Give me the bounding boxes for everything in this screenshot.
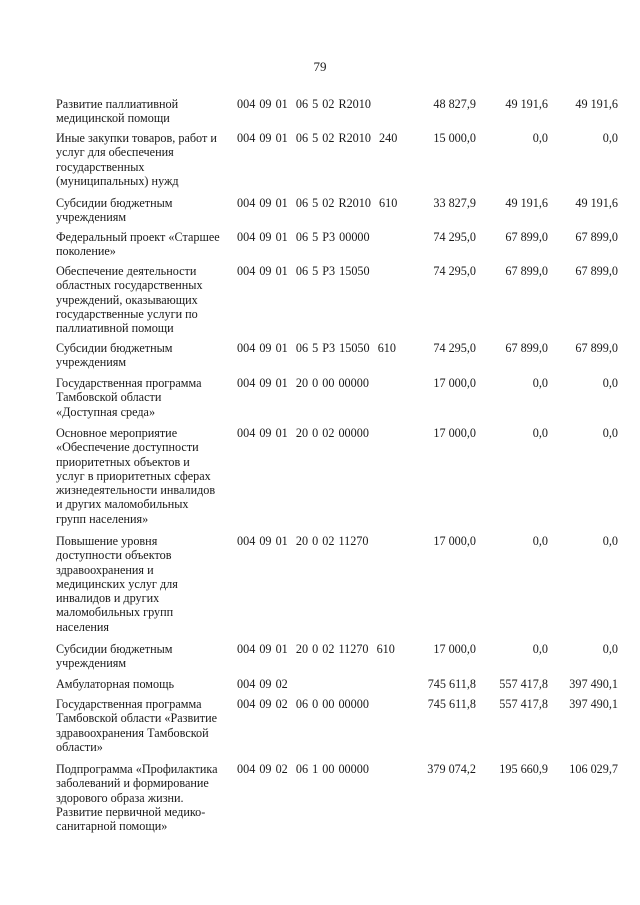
row-name: Повышение уровня доступности объектов здравоохранения и медицинских услуг для инвалидов и других маломобильных групп населения: [56, 534, 178, 634]
row-value-1: 17 000,0: [433, 376, 476, 390]
row-codes: 004 09 02 06 1 00 00000: [237, 762, 369, 776]
row-value-3: 0,0: [602, 426, 618, 440]
row-name: Обеспечение деятельности областных государственных учреждений, оказывающих государственные услуги по паллиативной помощи: [56, 264, 203, 336]
row-value-1: 48 827,9: [433, 97, 476, 111]
row-value-1: 15 000,0: [433, 131, 476, 145]
row-value-2: 67 899,0: [505, 264, 548, 278]
row-value-1: 74 295,0: [433, 341, 476, 355]
row-codes: 004 09 01 06 5 02 R2010 610: [237, 196, 398, 210]
row-value-2: 195 660,9: [499, 762, 548, 776]
row-value-2: 49 191,6: [505, 97, 548, 111]
row-name: Подпрограмма «Профилактика заболеваний и формирование здорового образа жизни. Развитие первичной медико- санитарной помощи»: [56, 762, 218, 834]
row-value-2: 67 899,0: [505, 230, 548, 244]
row-value-3: 49 191,6: [575, 97, 618, 111]
row-value-2: 67 899,0: [505, 341, 548, 355]
row-codes: 004 09 01 06 5 P3 00000: [237, 230, 370, 244]
row-value-1: 745 611,8: [427, 677, 476, 691]
row-codes: 004 09 01 06 5 P3 15050 610: [237, 341, 396, 355]
row-name: Субсидии бюджетным учреждениям: [56, 341, 173, 370]
row-codes: 004 09 01 20 0 02 11270 610: [237, 642, 395, 656]
row-codes: 004 09 02 06 0 00 00000: [237, 697, 369, 711]
row-name: Государственная программа Тамбовской области «Развитие здравоохранения Тамбовской области»: [56, 697, 218, 754]
row-name: Амбулаторная помощь: [56, 677, 175, 691]
row-name: Федеральный проект «Старшее поколение»: [56, 230, 220, 259]
row-value-3: 0,0: [602, 534, 618, 548]
row-value-2: 0,0: [532, 131, 548, 145]
row-value-3: 67 899,0: [575, 264, 618, 278]
row-name: Субсидии бюджетным учреждениям: [56, 196, 173, 225]
row-value-2: 49 191,6: [505, 196, 548, 210]
row-value-3: 67 899,0: [575, 230, 618, 244]
row-value-2: 0,0: [532, 426, 548, 440]
row-value-1: 745 611,8: [427, 697, 476, 711]
row-value-2: 0,0: [532, 376, 548, 390]
row-codes: 004 09 01 20 0 02 00000: [237, 426, 369, 440]
row-codes: 004 09 01 06 5 P3 15050: [237, 264, 370, 278]
row-value-2: 557 417,8: [499, 697, 548, 711]
row-value-3: 0,0: [602, 376, 618, 390]
row-value-1: 74 295,0: [433, 230, 476, 244]
row-value-1: 379 074,2: [427, 762, 476, 776]
row-value-1: 17 000,0: [433, 534, 476, 548]
row-value-3: 0,0: [602, 131, 618, 145]
row-value-2: 0,0: [532, 642, 548, 656]
row-name: Развитие паллиативной медицинской помощи: [56, 97, 179, 126]
row-value-1: 17 000,0: [433, 642, 476, 656]
row-value-3: 0,0: [602, 642, 618, 656]
row-codes: 004 09 01 20 0 02 11270: [237, 534, 369, 548]
row-codes: 004 09 02: [237, 677, 288, 691]
row-name: Иные закупки товаров, работ и услуг для обеспечения государственных (муниципальных) нужд: [56, 131, 217, 188]
row-value-3: 397 490,1: [569, 677, 618, 691]
row-codes: 004 09 01 06 5 02 R2010 240: [237, 131, 398, 145]
row-name: Субсидии бюджетным учреждениям: [56, 642, 173, 671]
page-number: 79: [313, 59, 327, 74]
row-value-3: 106 029,7: [569, 762, 618, 776]
row-value-1: 17 000,0: [433, 426, 476, 440]
row-value-2: 0,0: [532, 534, 548, 548]
row-value-3: 67 899,0: [575, 341, 618, 355]
row-codes: 004 09 01 20 0 00 00000: [237, 376, 369, 390]
row-value-1: 74 295,0: [433, 264, 476, 278]
row-name: Основное мероприятие «Обеспечение доступности приоритетных объектов и услуг в приоритетных сферах жизнедеятельности инвалидов и других маломобильных групп населения»: [56, 426, 216, 526]
row-name: Государственная программа Тамбовской области «Доступная среда»: [56, 376, 202, 419]
row-value-3: 397 490,1: [569, 697, 618, 711]
row-codes: 004 09 01 06 5 02 R2010: [237, 97, 371, 111]
row-value-2: 557 417,8: [499, 677, 548, 691]
row-value-3: 49 191,6: [575, 196, 618, 210]
row-value-1: 33 827,9: [433, 196, 476, 210]
